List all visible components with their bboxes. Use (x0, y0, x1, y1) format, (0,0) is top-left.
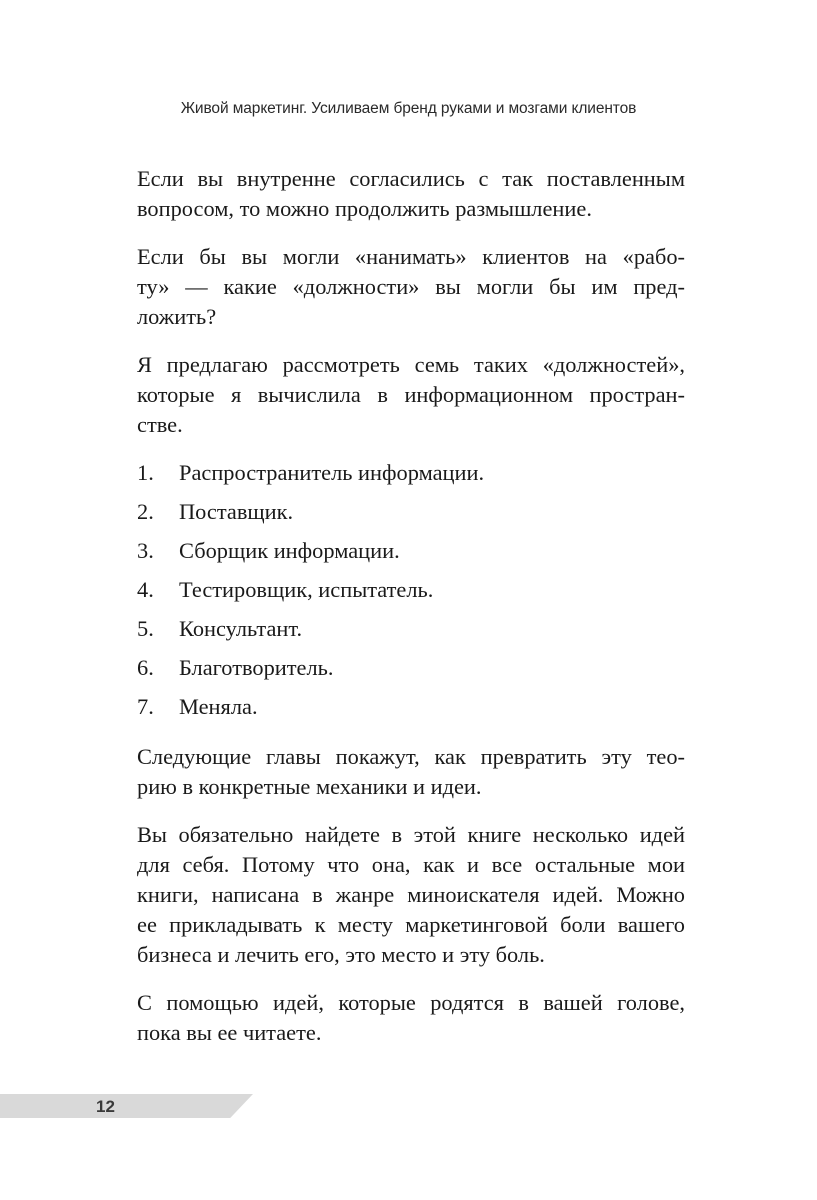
list-item (137, 497, 685, 527)
list-item-text: Консультант. (179, 616, 303, 641)
text-line: рию в конкретные механики и идеи. (137, 774, 482, 799)
list-item-text: Благотворитель. (179, 655, 334, 680)
list-item (137, 653, 685, 683)
list-item-number: 1. (137, 460, 154, 485)
list-item-number: 4. (137, 577, 154, 602)
text-line: для себя. Потому что она, как и все остальные мои (137, 852, 685, 877)
text-line: ее прикладывать к месту маркетинговой боли вашего (137, 912, 685, 937)
text-line: Если бы вы могли «нанимать» клиентов на «рабо- (137, 244, 685, 269)
footer-band (0, 1094, 253, 1118)
list-item-number: 7. (137, 694, 154, 719)
paragraph-3 (137, 350, 685, 440)
list-item (137, 458, 685, 488)
list-item-text: Распространитель информации. (179, 460, 485, 485)
running-header: Живой маркетинг. Усиливаем бренд руками и мозгами клиентов (180, 100, 637, 117)
text-line: стве. (137, 412, 183, 437)
list-item (137, 575, 685, 605)
list-item-text: Сборщик информации. (179, 538, 400, 563)
text-line: Вы обязательно найдете в этой книге несколько идей (137, 822, 685, 847)
paragraph-6 (137, 988, 685, 1048)
paragraph-2 (137, 242, 685, 332)
text-line: ту» — какие «должности» вы могли бы им пред- (137, 274, 685, 299)
list-item-number: 6. (137, 655, 154, 680)
list-item-number: 5. (137, 616, 154, 641)
text-line: книги, написана в жанре миноискателя идей. Можно (137, 882, 685, 907)
list-item-text: Поставщик. (179, 499, 294, 524)
text-line: ложить? (137, 304, 217, 329)
list-item (137, 614, 685, 644)
text-line: С помощью идей, которые родятся в вашей голове, (137, 990, 685, 1015)
page-number: 12 (96, 1097, 115, 1116)
list-item-number: 2. (137, 499, 154, 524)
paragraph-5 (137, 820, 685, 970)
paragraph-4 (137, 742, 685, 802)
text-line: Если вы внутренне согласились с так поставленным (137, 166, 685, 191)
list-item (137, 692, 685, 722)
text-line: бизнеса и лечить его, это место и эту боль. (137, 942, 545, 967)
text-line: Следующие главы покажут, как превратить эту тео- (137, 744, 685, 769)
text-line: вопросом, то можно продолжить размышление. (137, 196, 592, 221)
text-line: Я предлагаю рассмотреть семь таких «должностей», (137, 352, 685, 377)
list-item-text: Меняла. (179, 694, 258, 719)
list-item-text: Тестировщик, испытатель. (179, 577, 434, 602)
page-body (137, 164, 685, 1066)
paragraph-1 (137, 164, 685, 224)
positions-list (137, 458, 685, 722)
list-item-number: 3. (137, 538, 154, 563)
text-line: которые я вычислила в информационном простран- (137, 382, 685, 407)
text-line: пока вы ее читаете. (137, 1020, 322, 1045)
list-item (137, 536, 685, 566)
